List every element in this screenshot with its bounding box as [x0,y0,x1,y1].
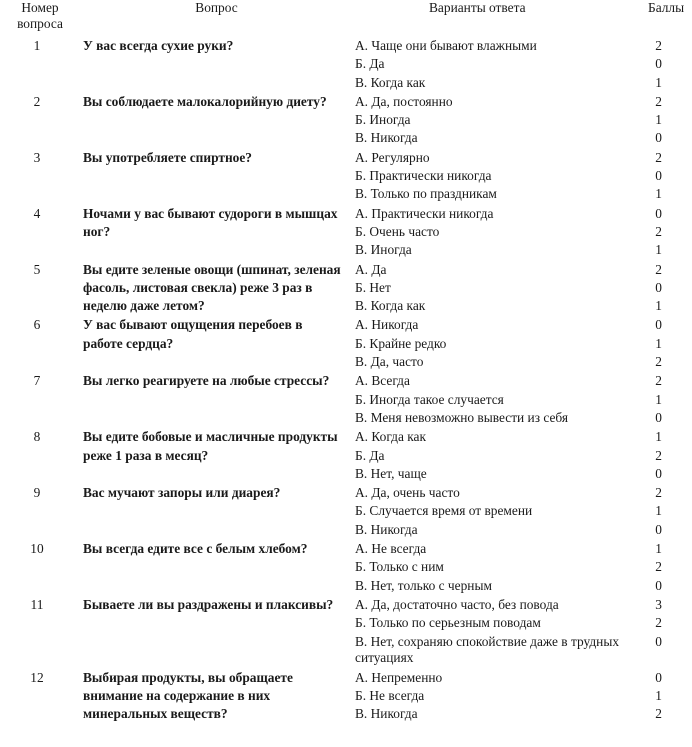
answer-points [630,539,692,595]
answer-option: Б. Иногда [355,112,411,128]
answer-option: А. Да, очень часто [355,485,460,501]
points-value: 0 [655,317,662,333]
answer-option: Б. Случается время от времени [355,503,533,519]
answer-option: В. Никогда [355,521,418,537]
answer-option: В. Когда как [355,298,426,314]
question-number: 1 [33,38,41,53]
points-value: 2 [655,149,662,165]
answer-options [353,371,630,427]
answer-option: А. Практически никогда [355,205,494,221]
answer-option: Б. Крайне редко [355,335,447,351]
points-value: 2 [655,373,662,389]
answer-options [353,204,630,260]
answer-option: Б. Да [355,447,385,463]
table-row [0,539,692,595]
question-number: 6 [33,317,41,333]
answer-points [630,427,692,483]
answer-points [630,260,692,316]
header-number [0,0,80,36]
points-value: 0 [655,279,662,295]
points-value: 2 [655,447,662,463]
table-row [0,315,692,371]
question-text: Вы легко реагируете на любые стрессы? [83,373,330,389]
answer-points [630,371,692,427]
points-value: 0 [655,577,662,593]
answer-points [630,92,692,148]
points-value: 1 [655,242,662,258]
points-value: 3 [655,596,662,612]
question-text: Вы употребляете спиртное? [83,149,252,165]
answer-points [630,204,692,260]
question-number: 4 [33,205,41,221]
answer-option: А. Не всегда [355,541,427,557]
answer-option: Б. Иногда такое случается [355,391,504,407]
answer-options [353,315,630,371]
points-value: 2 [655,706,662,722]
question-text: Вы едите бобовые и масличные продукты реже 1 раза в месяц? [83,429,338,463]
question-number: 12 [30,669,44,685]
points-value: 0 [655,168,662,184]
answer-points [630,315,692,371]
answer-options [353,595,630,668]
points-value: 1 [655,298,662,314]
answer-option: А. Непременно [355,669,443,685]
answer-points [630,668,692,724]
answer-option: Б. Очень часто [355,223,440,239]
answer-points [630,595,692,668]
header-question: Вопрос [195,0,238,15]
points-value: 0 [655,669,662,685]
answer-option: В. Когда как [355,74,426,90]
answer-options [353,483,630,539]
answer-option: В. Иногда [355,242,412,258]
question-text: У вас бывают ощущения перебоев в работе сердца? [83,317,303,351]
points-value: 1 [655,391,662,407]
question-text: Ночами у вас бывают судороги в мышцах ног? [83,205,338,239]
answer-option: В. Никогда [355,130,418,146]
header-number-line1: Номер [21,0,59,15]
answer-options [353,668,630,724]
answer-option: А. Регулярно [355,149,430,165]
answer-option: А. Всегда [355,373,410,389]
answer-option: В. Нет, сохраняю спокойствие даже в трудных ситуациях [355,633,620,665]
table-row [0,36,692,92]
answer-points [630,36,692,92]
points-value: 1 [655,335,662,351]
answer-option: Б. Нет [355,279,391,295]
table-row [0,595,692,668]
question-text: Вас мучают запоры или диарея? [83,485,281,501]
answer-option: А. Да, достаточно часто, без повода [355,596,559,612]
question-text: Вы соблюдаете малокалорийную диету? [83,93,327,109]
table-row [0,92,692,148]
points-value: 2 [655,354,662,370]
question-number: 11 [30,596,44,612]
answer-points [630,148,692,204]
points-value: 2 [655,615,662,631]
question-number: 10 [30,541,44,557]
points-value: 1 [655,541,662,557]
answer-option: В. Только по праздникам [355,186,497,202]
question-text: Вы всегда едите все с белым хлебом? [83,541,308,557]
question-number: 5 [33,261,41,277]
points-value: 1 [655,186,662,202]
answer-options [353,260,630,316]
answer-option: А. Никогда [355,317,419,333]
question-number: 9 [33,485,41,501]
points-value: 2 [655,223,662,239]
answer-option: Б. Только с ним [355,559,444,575]
question-number: 2 [33,93,41,109]
table-row [0,427,692,483]
answer-options [353,427,630,483]
answer-options [353,148,630,204]
points-value: 0 [655,56,662,72]
header-points: Баллы [648,0,685,15]
points-value: 0 [655,521,662,537]
answer-option: Б. Практически никогда [355,168,492,184]
points-value: 0 [655,205,662,221]
answer-option: В. Никогда [355,706,418,722]
answer-option: А. Чаще они бывают влажными [355,38,537,53]
table-row [0,148,692,204]
answer-option: А. Да, постоянно [355,93,453,109]
answer-option: А. Да [355,261,387,277]
table-row [0,260,692,316]
points-value: 0 [655,465,662,481]
quiz-body [0,36,692,723]
points-value: 1 [655,112,662,128]
question-number: 7 [33,373,41,389]
answer-options [353,539,630,595]
points-value: 0 [655,409,662,425]
table-row [0,371,692,427]
answer-options [353,92,630,148]
question-text: Вы едите зеленые овощи (шпинат, зеленая фасоль, листовая свекла) реже 3 раз в неделю даже летом? [83,261,341,314]
answer-points [630,483,692,539]
answer-option: В. Да, часто [355,354,424,370]
points-value: 2 [655,261,662,277]
points-value: 1 [655,429,662,445]
answer-options [353,36,630,92]
points-value: 1 [655,687,662,703]
points-value: 2 [655,38,662,53]
points-value: 2 [655,485,662,501]
table-row [0,668,692,724]
table-row [0,483,692,539]
points-value: 0 [655,633,662,649]
question-text: Выбирая продукты, вы обращаете внимание на содержание в них минеральных веществ? [83,669,293,722]
header-answers: Варианты ответа [429,0,526,15]
points-value: 1 [655,503,662,519]
question-number: 3 [33,149,41,165]
answer-option: Б. Да [355,56,385,72]
table-row [0,204,692,260]
answer-option: В. Нет, только с черным [355,577,492,593]
answer-option: Б. Не всегда [355,687,425,703]
answer-option: Б. Только по серьезным поводам [355,615,541,631]
points-value: 1 [655,74,662,90]
header-number-line2: вопроса [17,16,63,31]
question-text: У вас всегда сухие руки? [83,38,234,53]
question-number: 8 [33,429,41,445]
answer-option: В. Нет, чаще [355,465,427,481]
points-value: 0 [655,130,662,146]
points-value: 2 [655,93,662,109]
header-row [0,0,692,36]
points-value: 2 [655,559,662,575]
answer-option: А. Когда как [355,429,427,445]
question-text: Бываете ли вы раздражены и плаксивы? [83,596,334,612]
answer-option: В. Меня невозможно вывести из себя [355,409,569,425]
